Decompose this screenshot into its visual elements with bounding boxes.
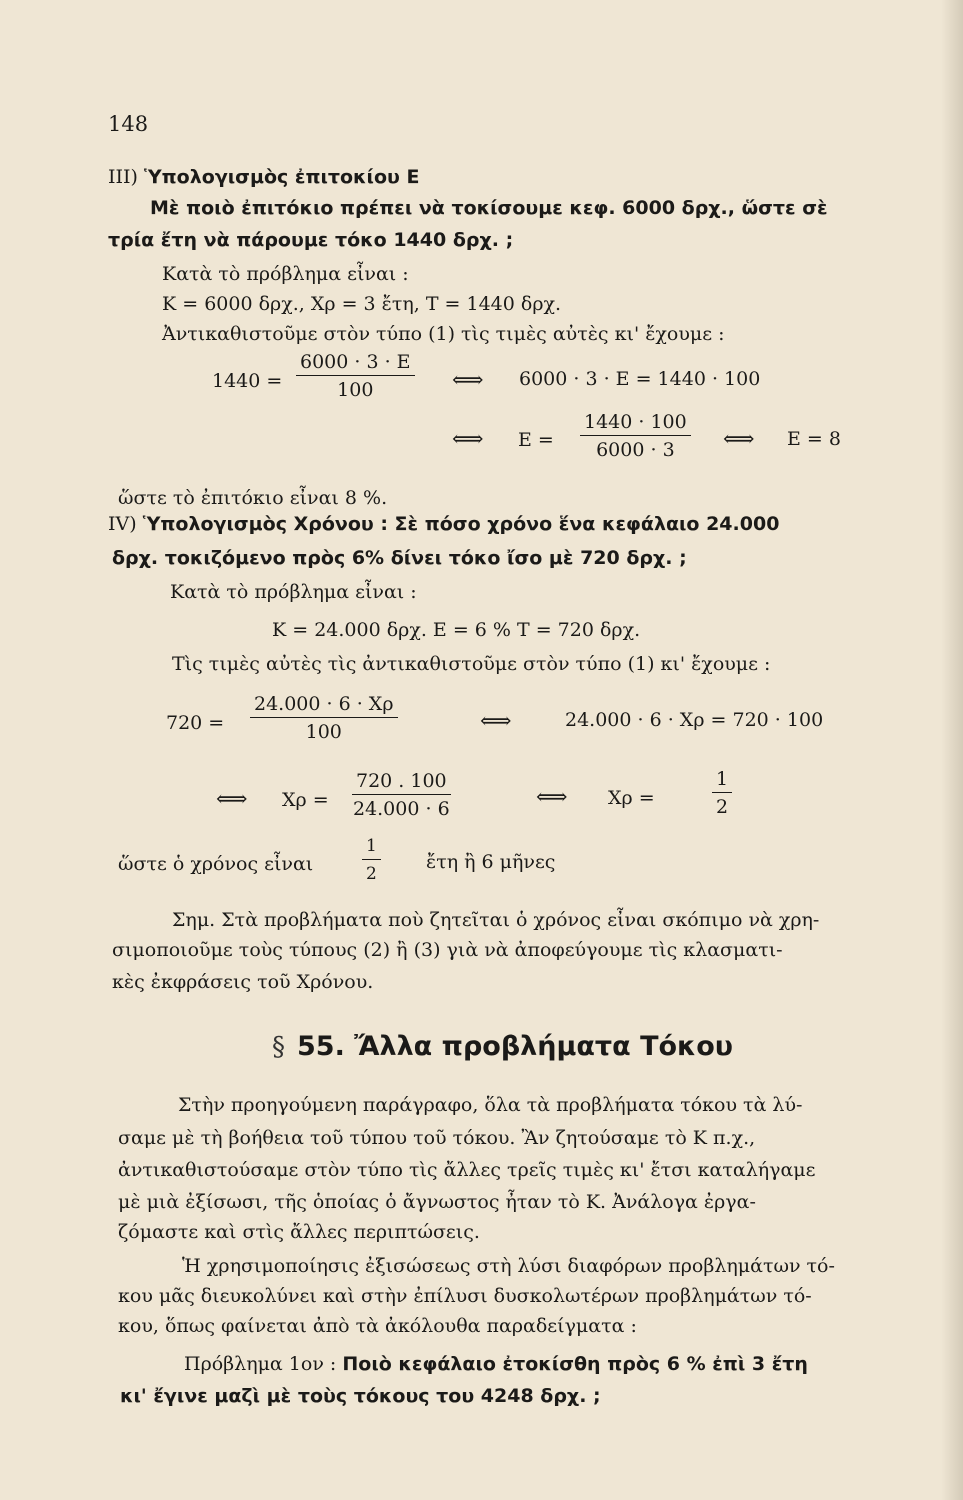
equivalence-arrow: ⟺ bbox=[216, 787, 248, 812]
section-55-p1-line4: μὲ μιὰ ἐξίσωσι, τῆς ὁποίας ὁ ἄγνωστος ἦταν τὸ Κ. Ἀνάλογα ἐργα- bbox=[118, 1191, 756, 1213]
section-iii-label: III) bbox=[108, 166, 138, 188]
section-iv-eq2: 24.000 · 6 · Χρ = 720 · 100 bbox=[565, 709, 824, 731]
section-55-p1-line2: σαμε μὲ τὴ βοήθεια τοῦ τύπου τοῦ τόκου. Ἂν ζητούσαμε τὸ Κ π.χ., bbox=[118, 1127, 756, 1149]
section-iv-eq4-lhs: Χρ = bbox=[608, 787, 655, 809]
fraction-numerator: 6000 · 3 · Ε bbox=[300, 351, 411, 373]
fraction-numerator: 720 . 100 bbox=[356, 770, 447, 792]
section-iv-title-line2: δρχ. τοκιζόμενο πρὸς 6% δίνει τόκο ἴσο μὲ 720 δρχ. ; bbox=[112, 547, 687, 569]
section-55-p1-line3: ἀντικαθιστούσαμε στὸν τύπο τὶς ἄλλες τρεῖς τιμὲς κι' ἔτσι καταλήγαμε bbox=[118, 1159, 816, 1181]
section-55-heading bbox=[272, 1030, 733, 1064]
fraction-denominator: 2 bbox=[366, 864, 377, 884]
fraction-bar bbox=[362, 859, 381, 860]
section-iv-eq1-fraction bbox=[250, 692, 398, 744]
equivalence-arrow: ⟺ bbox=[480, 709, 512, 734]
section-iv-eq3-lhs: Χρ = bbox=[282, 789, 329, 811]
section-iii-title: Ὑπολογισμὸς ἐπιτοκίου Ε bbox=[143, 166, 420, 188]
section-iv-conclusion-pre: ὥστε ὁ χρόνος εἶναι bbox=[118, 853, 314, 875]
fraction-numerator: 1 bbox=[366, 836, 377, 856]
section-iv-conclusion-post: ἔτη ἢ 6 μῆνες bbox=[426, 851, 556, 873]
equivalence-arrow: ⟺ bbox=[452, 368, 484, 393]
section-55-p2-line2: κου μᾶς διευκολύνει καὶ στὴν ἐπίλυσι δυσκολωτέρων προβλημάτων τό- bbox=[118, 1285, 812, 1307]
section-iii-given-values: Κ = 6000 δρχ., Χρ = 3 ἔτη, Τ = 1440 δρχ. bbox=[162, 293, 562, 315]
section-iv-eq1-lhs: 720 = bbox=[166, 712, 225, 734]
fraction-bar bbox=[712, 792, 732, 793]
fraction-bar bbox=[352, 794, 451, 795]
note-line2: σιμοποιοῦμε τοὺς τύπους (2) ἢ (3) γιὰ νὰ ἀποφεύγουμε τὶς κλασματι- bbox=[112, 939, 783, 961]
page-number: 148 bbox=[108, 112, 149, 136]
section-symbol: § bbox=[272, 1032, 285, 1062]
problem-1-line1 bbox=[184, 1352, 808, 1376]
note-line1: Σημ. Στὰ προβλήματα ποὺ ζητεῖται ὁ χρόνος εἶναι σκόπιμο νὰ χρη- bbox=[172, 909, 820, 931]
section-iv-eq4-fraction bbox=[712, 767, 732, 819]
fraction-numerator: 24.000 · 6 · Χρ bbox=[254, 693, 394, 715]
section-iv-eq3-fraction bbox=[352, 769, 451, 821]
section-iv-title-line1: Ὑπολογισμὸς Χρόνου : Σὲ πόσο χρόνο ἕνα κεφάλαιο 24.000 bbox=[142, 513, 780, 535]
equivalence-arrow: ⟺ bbox=[723, 427, 755, 452]
section-iii-substitute: Ἀντικαθιστοῦμε στὸν τύπο (1) τὶς τιμὲς αὐτὲς κι' ἔχουμε : bbox=[162, 323, 725, 345]
section-iii-eq1-fraction bbox=[296, 350, 415, 402]
fraction-numerator: 1440 · 100 bbox=[584, 411, 687, 433]
section-iii-question-line2: τρία ἔτη νὰ πάρουμε τόκο 1440 δρχ. ; bbox=[108, 229, 514, 251]
section-iii-eq3-fraction bbox=[580, 410, 691, 462]
section-iii-given-intro: Κατὰ τὸ πρόβλημα εἶναι : bbox=[162, 263, 409, 285]
section-iv-given-values: Κ = 24.000 δρχ. Ε = 6 % Τ = 720 δρχ. bbox=[272, 619, 641, 641]
section-iv-label: IV) bbox=[108, 513, 137, 535]
section-55-p1-line5: ζόμαστε καὶ στὶς ἄλλες περιπτώσεις. bbox=[118, 1221, 480, 1243]
section-55-p2-line1: Ἡ χρησιμοποίησις ἐξισώσεως στὴ λύσι διαφόρων προβλημάτων τό- bbox=[182, 1255, 835, 1277]
section-iv-substitute: Τὶς τιμὲς αὐτὲς τὶς ἀντικαθιστοῦμε στὸν τύπο (1) κι' ἔχουμε : bbox=[172, 653, 771, 675]
fraction-denominator: 6000 · 3 bbox=[596, 439, 675, 461]
page-edge-shadow bbox=[941, 0, 963, 1500]
fraction-numerator: 1 bbox=[716, 768, 729, 790]
fraction-bar bbox=[296, 375, 415, 376]
section-iii-eq4: Ε = 8 bbox=[787, 428, 841, 450]
section-iii-eq2: 6000 · 3 · Ε = 1440 · 100 bbox=[519, 368, 761, 390]
section-iii-conclusion: ὥστε τὸ ἐπιτόκιο εἶναι 8 %. bbox=[118, 487, 388, 509]
problem-1-label: Πρόβλημα 1ον : bbox=[184, 1353, 337, 1375]
fraction-denominator: 100 bbox=[305, 721, 342, 743]
equivalence-arrow: ⟺ bbox=[536, 785, 568, 810]
note-line3: κὲς ἐκφράσεις τοῦ Χρόνου. bbox=[112, 971, 374, 993]
problem-1-statement-line1: Ποιὸ κεφάλαιο ἐτοκίσθη πρὸς 6 % ἐπὶ 3 ἔτη bbox=[342, 1353, 808, 1375]
section-iv-heading bbox=[108, 512, 779, 536]
fraction-denominator: 100 bbox=[337, 379, 374, 401]
fraction-denominator: 24.000 · 6 bbox=[352, 798, 450, 820]
fraction-denominator: 2 bbox=[716, 796, 729, 818]
fraction-bar bbox=[250, 717, 398, 718]
section-iii-heading bbox=[108, 165, 419, 189]
section-iv-given-intro: Κατὰ τὸ πρόβλημα εἶναι : bbox=[170, 581, 417, 603]
section-55-title: 55. Ἄλλα προβλήματα Τόκου bbox=[297, 1031, 733, 1062]
section-iv-conclusion-fraction bbox=[362, 834, 381, 886]
equivalence-arrow: ⟺ bbox=[452, 427, 484, 452]
fraction-bar bbox=[580, 435, 691, 436]
section-iii-question-line1: Μὲ ποιὸ ἐπιτόκιο πρέπει νὰ τοκίσουμε κεφ. 6000 δρχ., ὥστε σὲ bbox=[150, 197, 828, 219]
section-55-p2-line3: κου, ὅπως φαίνεται ἀπὸ τὰ ἀκόλουθα παραδείγματα : bbox=[118, 1315, 637, 1337]
section-55-p1-line1: Στὴν προηγούμενη παράγραφο, ὅλα τὰ προβλήματα τόκου τὰ λύ- bbox=[178, 1094, 803, 1116]
section-iii-eq1-lhs: 1440 = bbox=[212, 370, 283, 392]
section-iii-eq3-lhs: Ε = bbox=[518, 429, 554, 451]
problem-1-statement-line2: κι' ἔγινε μαζὶ μὲ τοὺς τόκους του 4248 δρχ. ; bbox=[120, 1385, 601, 1407]
